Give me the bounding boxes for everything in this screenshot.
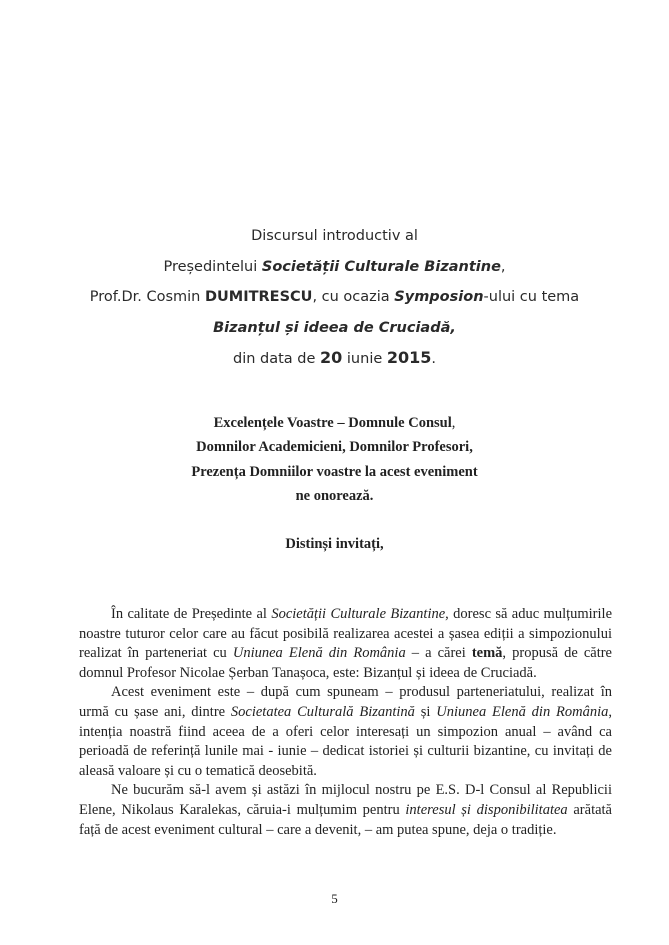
salutation-line-4: ne onorează. <box>295 487 374 504</box>
speech-body <box>79 605 612 840</box>
salutation-line-1: Excelențele Voastre – Domnule Consul, <box>213 415 456 431</box>
heading-line-3: Prof.Dr. Cosmin DUMITRESCU, cu ocazia Symposion-ului cu tema <box>89 289 580 305</box>
paragraph-2: Acest eveniment este – după cum spuneam – produsul parteneriatului, realizat în urmă cu șase ani, dintre Societatea Culturală Bizantină și Uniunea Elenă din România, intenția noastră fiind aceea de a oferi celor interesați un simpozion anual – având ca perioadă de referință lunile mai - iunie – dedicat istoriei și culturii bizantine, cu invitați de aleasă valoare și cu o tematică deosebită. <box>79 684 612 779</box>
salutation-line-2: Domnilor Academicieni, Domnilor Profesori, <box>196 439 473 456</box>
heading-line-5: din data de 20 iunie 2015. <box>232 348 437 367</box>
salutation <box>80 411 589 508</box>
paragraph-1: În calitate de Președinte al Societății Culturale Bizantine, doresc să aduc mulțumirile noastre tuturor celor care au făcut posibilă realizarea acestei a șasea ediții a simpozionului realizat în parteneriat cu Uniunea Elenă din România – a cărei temă, propusă de către domnul Profesor Nicolae Șerban Tanașoca, este: Bizanțul și ideea de Cruciadă. <box>79 606 613 681</box>
paragraph-3: Ne bucurăm să-l avem și astăzi în mijlocul nostru pe E.S. D-l Consul al Republicii Elene, Nikolaus Karalekas, căruia-i mulțumim pentru interesul și disponibilitatea arătată față de acest eveniment cultural – care a devenit, – am putea spune, deja o tradiție. <box>79 782 612 838</box>
heading-line-1: Discursul introductiv al <box>251 228 418 244</box>
page-number: 5 <box>331 891 338 906</box>
salutation-line-3: Prezența Domniilor voastre la acest eveniment <box>191 463 478 480</box>
heading-line-2: Președintelui Societății Culturale Bizantine, <box>163 258 506 275</box>
heading-line-4: Bizanțul și ideea de Cruciadă, <box>213 319 456 336</box>
guests-greeting: Distinși invitați, <box>285 536 384 552</box>
speech-heading <box>60 221 609 375</box>
